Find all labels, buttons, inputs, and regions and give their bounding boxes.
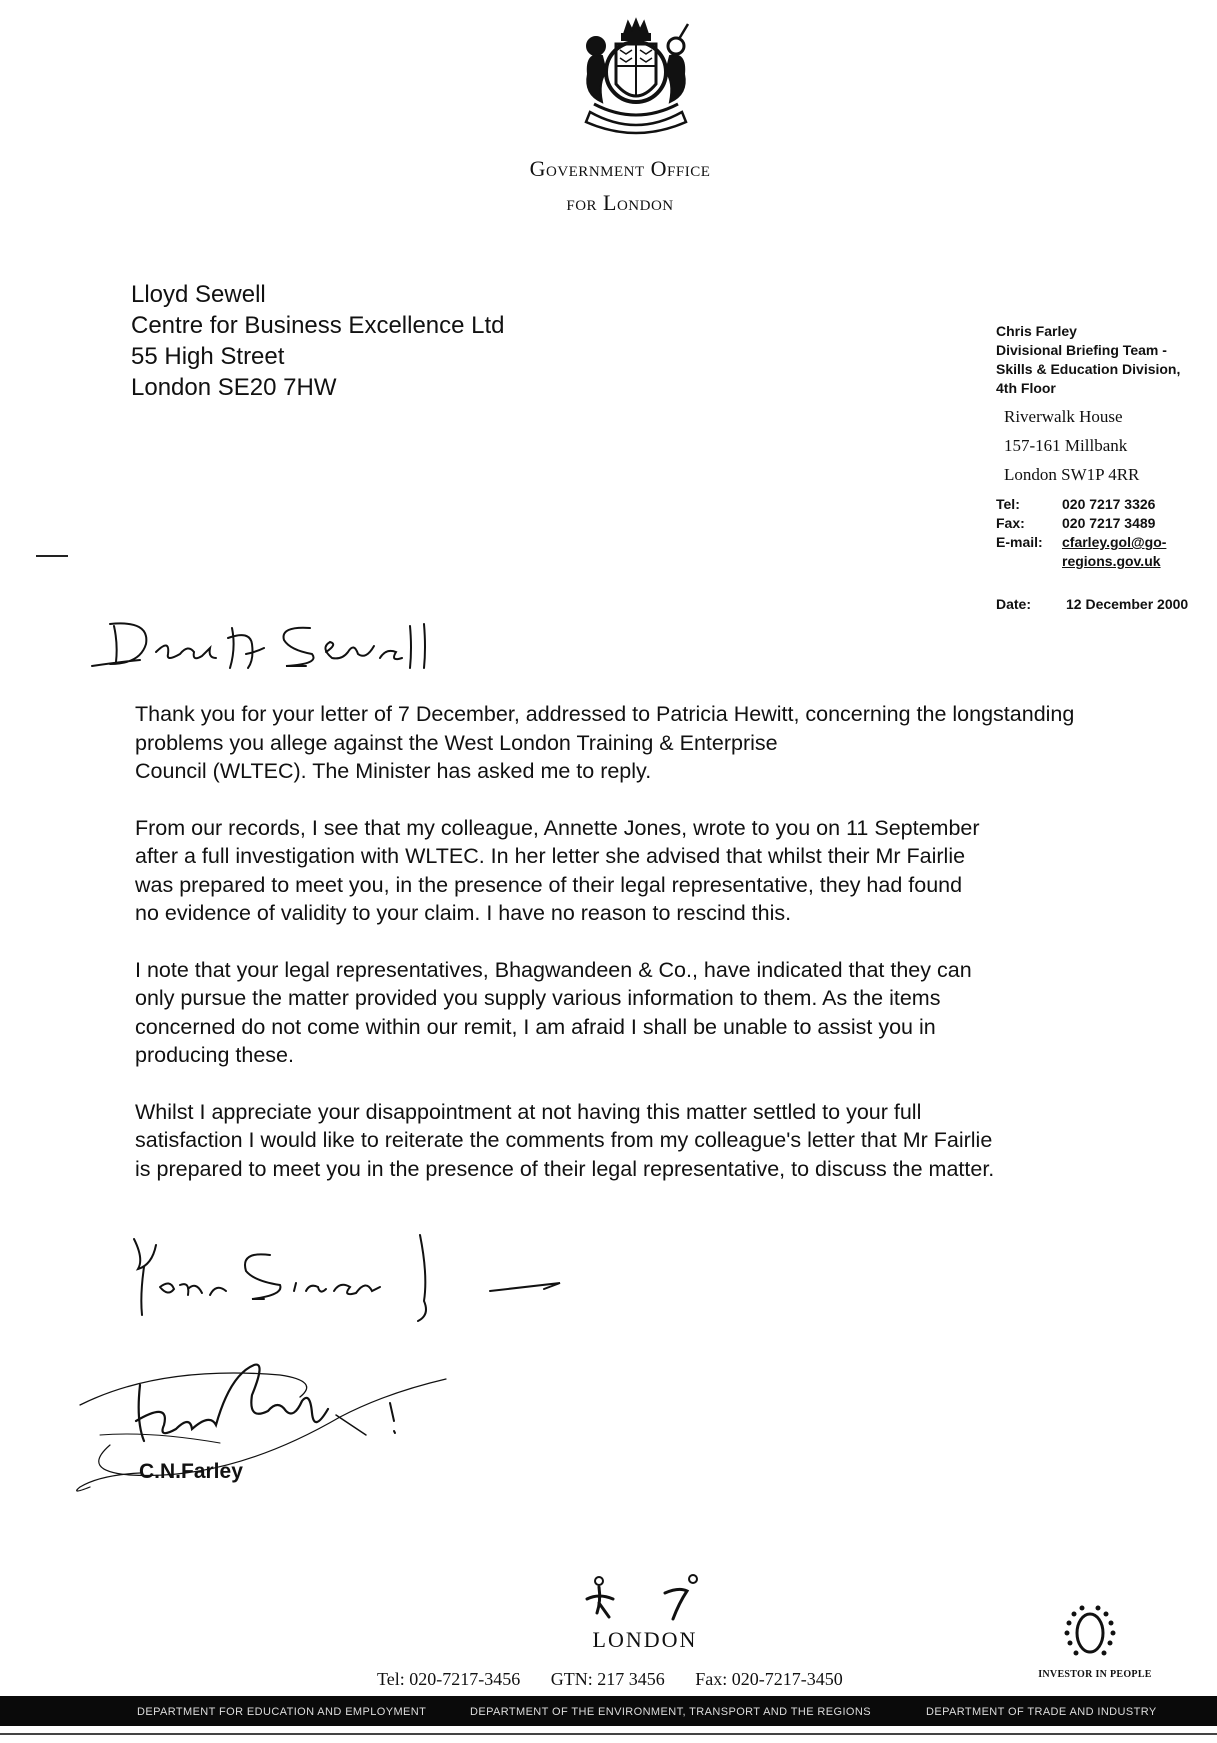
date-label: Date: — [996, 596, 1032, 612]
email-line1: cfarley.gol@go- — [1062, 534, 1167, 550]
investor-in-people-label: INVESTOR IN PEOPLE — [1038, 1669, 1152, 1680]
recipient-name: Lloyd Sewell — [131, 281, 266, 308]
recipient-city: London SE20 7HW — [131, 374, 337, 401]
tel-value: 020 7217 3326 — [1062, 496, 1156, 512]
footer-gtn: GTN: 217 3456 — [550, 1669, 665, 1689]
tel-label: Tel: — [996, 496, 1020, 512]
body-line: problems you allege against the West London Training & Enterprise — [135, 730, 778, 755]
sender-floor: 4th Floor — [996, 380, 1056, 396]
recipient-company: Centre for Business Excellence Ltd — [131, 312, 505, 339]
royal-coat-of-arms-icon — [572, 16, 700, 140]
sender-email-row — [996, 533, 1166, 571]
body-paragraph-1 — [135, 700, 1195, 786]
footer-departments-bar — [0, 1696, 1217, 1726]
sender-address-line1: Riverwalk House — [1004, 407, 1123, 426]
body-line: Council (WLTEC). The Minister has asked me to reply. — [135, 759, 652, 783]
letter-body — [135, 700, 1195, 1211]
body-line: only pursue the matter provided you supply various information to them. As the items — [135, 986, 941, 1010]
margin-mark — [36, 555, 68, 557]
sender-division: Skills & Education Division, — [996, 361, 1181, 377]
signatory-name: C.N.Farley — [139, 1460, 243, 1483]
fax-label: Fax: — [996, 515, 1025, 531]
footer-tel: Tel: 020-7217-3456 — [377, 1669, 521, 1689]
date-value: 12 December 2000 — [1066, 596, 1189, 612]
sender-address-line2: 157-161 Millbank — [1004, 436, 1128, 455]
sender-address — [1004, 402, 1139, 489]
body-line: satisfaction I would like to reiterate the comments from my colleague's letter that Mr Fairlie — [135, 1128, 993, 1152]
footer-department: DEPARTMENT FOR EDUCATION AND EMPLOYMENT — [137, 1706, 427, 1718]
handwritten-salutation — [80, 608, 460, 678]
body-line: is prepared to meet you in the presence of their legal representative, to discuss the matter. — [135, 1156, 995, 1181]
body-line: after a full investigation with WLTEC. In her letter she advised that whilst their Mr Fairlie — [135, 844, 966, 868]
office-name — [470, 152, 770, 220]
footer-city: LONDON — [592, 1627, 698, 1652]
investor-in-people-icon — [1060, 1603, 1120, 1663]
sender-tel-row — [996, 495, 1166, 514]
body-line: From our records, I see that my colleague, Annette Jones, wrote to you on 11 September — [135, 815, 980, 840]
sender-block — [996, 322, 1211, 398]
recipient-address — [131, 279, 505, 403]
footer-contacts — [377, 1669, 869, 1690]
sender-name: Chris Farley — [996, 323, 1077, 339]
email-link[interactable] — [1062, 533, 1166, 571]
body-paragraph-3 — [135, 956, 1195, 1070]
recipient-street: 55 High Street — [131, 343, 285, 370]
body-line: concerned do not come within our remit, I am afraid I shall be unable to assist you in — [135, 1014, 936, 1039]
body-paragraph-2 — [135, 814, 1195, 928]
email-label: E-mail: — [996, 534, 1043, 550]
london-logo-icon — [583, 1573, 703, 1623]
bottom-rule — [0, 1733, 1217, 1735]
footer-department: DEPARTMENT OF THE ENVIRONMENT, TRANSPORT AND THE REGIONS — [470, 1706, 871, 1718]
body-line: producing these. — [135, 1043, 294, 1067]
body-line: was prepared to meet you, in the presence of their legal representative, they had found — [135, 872, 963, 897]
letter-date — [996, 596, 1188, 612]
body-line: no evidence of validity to your claim. I have no reason to rescind this. — [135, 901, 792, 925]
footer-department: DEPARTMENT OF TRADE AND INDUSTRY — [926, 1706, 1157, 1718]
body-line: Whilst I appreciate your disappointment at not having this matter settled to your full — [135, 1099, 922, 1124]
body-paragraph-4 — [135, 1098, 1195, 1184]
sender-team: Divisional Briefing Team - — [996, 342, 1167, 358]
handwritten-closing-and-signature — [40, 1225, 600, 1515]
office-name-line2: for London — [566, 190, 674, 215]
office-name-line1: Government Office — [529, 156, 711, 181]
email-line2: regions.gov.uk — [1062, 553, 1161, 569]
body-line: Thank you for your letter of 7 December, addressed to Patricia Hewitt, concerning the longstanding — [135, 702, 1075, 726]
body-line: I note that your legal representatives, Bhagwandeen & Co., have indicated that they can — [135, 957, 972, 982]
sender-contact — [996, 495, 1166, 571]
footer-fax: Fax: 020-7217-3450 — [695, 1669, 843, 1689]
sender-address-line3: London SW1P 4RR — [1004, 465, 1140, 484]
sender-fax-row — [996, 514, 1166, 533]
fax-value: 020 7217 3489 — [1062, 515, 1156, 531]
